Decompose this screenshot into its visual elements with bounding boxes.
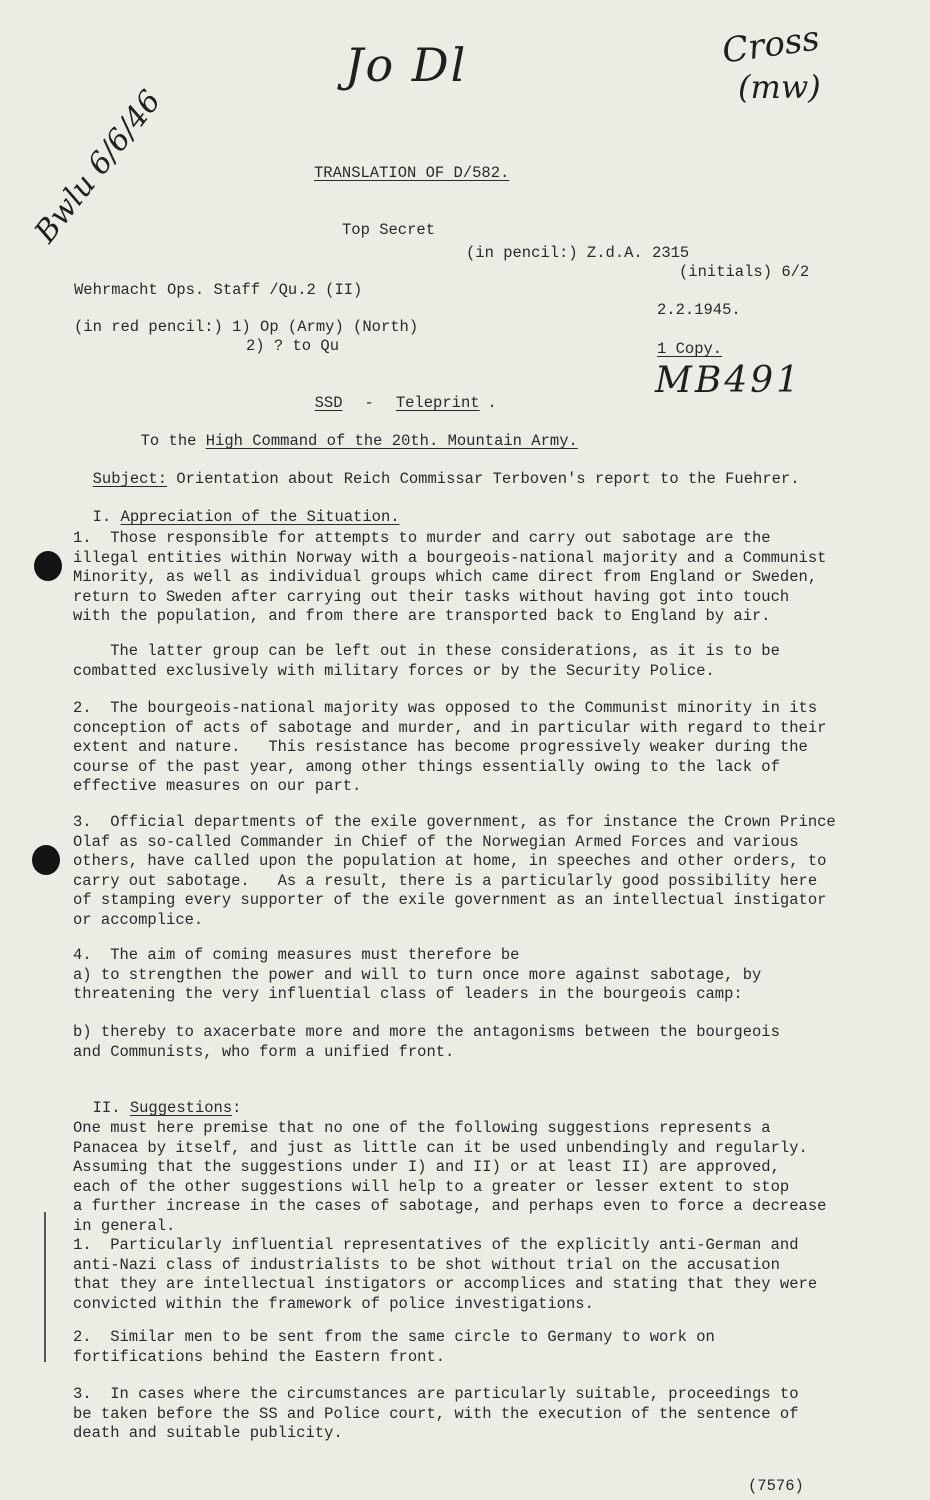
margin-mark-line [44, 1212, 46, 1362]
red-pencil-line-2: 2) ? to Qu [246, 337, 340, 355]
document-title: TRANSLATION OF D/582. [314, 164, 510, 182]
section-1-title: Appreciation of the Situation. [120, 508, 400, 526]
recipient-name: High Command of the 20th. Mountain Army. [205, 432, 578, 450]
staff-line: Wehrmacht Ops. Staff /Qu.2 (II) [74, 281, 363, 299]
red-pencil-line-1: (in red pencil:) 1) Op (Army) (North) [74, 318, 419, 336]
initials-note: (initials) 6/2 [679, 263, 810, 281]
section-1-paragraph-5: 4. The aim of coming measures must therefore be a) to strengthen the power and will to turn once more against sabotage, by threatening the very influential class of leaders in the bourgeois camp: [73, 946, 762, 1003]
ssd-label: SSD [314, 394, 343, 412]
section-1-paragraph-3: 2. The bourgeois-national majority was opposed to the Communist minority in its conception of acts of sabotage and murder, and in particular with regard to their extent and nature. This resistance has become progressively weaker during the course of the past year, among other things essentially owing to the lack of effective measures on our part. [73, 699, 827, 795]
handwritten-left-margin: Bwlu 6/6/46 [28, 83, 169, 250]
handwritten-reference-number: MB491 [655, 360, 803, 401]
recipient-line [122, 414, 578, 450]
section-1-paragraph-1: 1. Those responsible for attempts to murder and carry out sabotage are the illegal entities within Norway with a bourgeois-national majority and a Communist Minority, as well as individual groups which came direct from England or Sweden, return to Sweden after carrying out their tasks without having got into touch with the population, and from there are transported back to England by air. [73, 529, 827, 625]
punch-hole-top [34, 551, 62, 581]
teleprint-dot: . [487, 394, 497, 412]
subject-text: Orientation about Reich Commissar Terboven's report to the Fuehrer. [167, 470, 800, 488]
transmission-line [296, 376, 497, 412]
section-2-number: II. [92, 1099, 130, 1117]
handwritten-top-center: Jo Dl [345, 38, 468, 92]
section-2-colon: : [232, 1099, 242, 1117]
section-2-title: Suggestions [129, 1099, 233, 1117]
section-1-number: I. [92, 508, 121, 526]
section-1-paragraph-4: 3. Official departments of the exile government, as for instance the Crown Prince Olaf as so-called Commander in Chief of the Norwegian Armed Forces and various others, have called upon the population at home, in speeches and other orders, to carry out sabotage. As a result, there is a particularly good possibility here of stamping every supporter of the exile government as an intellectual instigator or accomplice. [73, 813, 836, 929]
document-date: 2.2.1945. [657, 301, 741, 319]
handwritten-top-right-1: Cross [719, 18, 822, 72]
page-reference: (7576) [748, 1477, 804, 1495]
subject-line [74, 452, 800, 488]
teleprint-label: Teleprint [395, 394, 480, 412]
section-2-paragraph-2: 2. Similar men to be sent from the same circle to Germany to work on fortifications behind the Eastern front. [73, 1328, 715, 1366]
section-1-paragraph-2: The latter group can be left out in these considerations, as it is to be combatted exclusively with military forces or by the Security Police. [73, 642, 780, 680]
pencil-reference: (in pencil:) Z.d.A. 2315 [466, 244, 690, 262]
punch-hole-bottom [32, 845, 60, 875]
transmission-dash: - [364, 394, 374, 412]
section-1-heading [74, 490, 400, 526]
subject-label: Subject: [92, 470, 168, 488]
section-2-paragraph-1: One must here premise that no one of the following suggestions represents a Panacea by itself, and just as little can it be used unbendingly and regularly. Assuming that the suggestions under I) and II) or at least II) are approved, each of the other suggestions will help to a greater or lesser extent to stop a further increase in the cases of sabotage, and perhaps even to force a decrease in general. 1. Particularly influential representatives of the explicitly anti-German and anti-Nazi class of industrialists to be shot without trial on the accusation that they are intellectual instigators or accomplices and stating that they were convicted within the framework of police investigations. [73, 1119, 827, 1313]
handwritten-top-right-2: (mw) [738, 68, 821, 106]
recipient-prefix: To the [140, 432, 206, 450]
section-2-paragraph-3: 3. In cases where the circumstances are particularly suitable, proceedings to be taken before the SS and Police court, with the execution of the sentence of death and suitable publicity. [73, 1385, 799, 1442]
copy-count: 1 Copy. [657, 340, 723, 358]
section-1-paragraph-6: b) thereby to axacerbate more and more the antagonisms between the bourgeois and Communists, who form a unified front. [73, 1023, 780, 1061]
classification: Top Secret [342, 221, 436, 239]
section-2-heading [74, 1081, 241, 1117]
